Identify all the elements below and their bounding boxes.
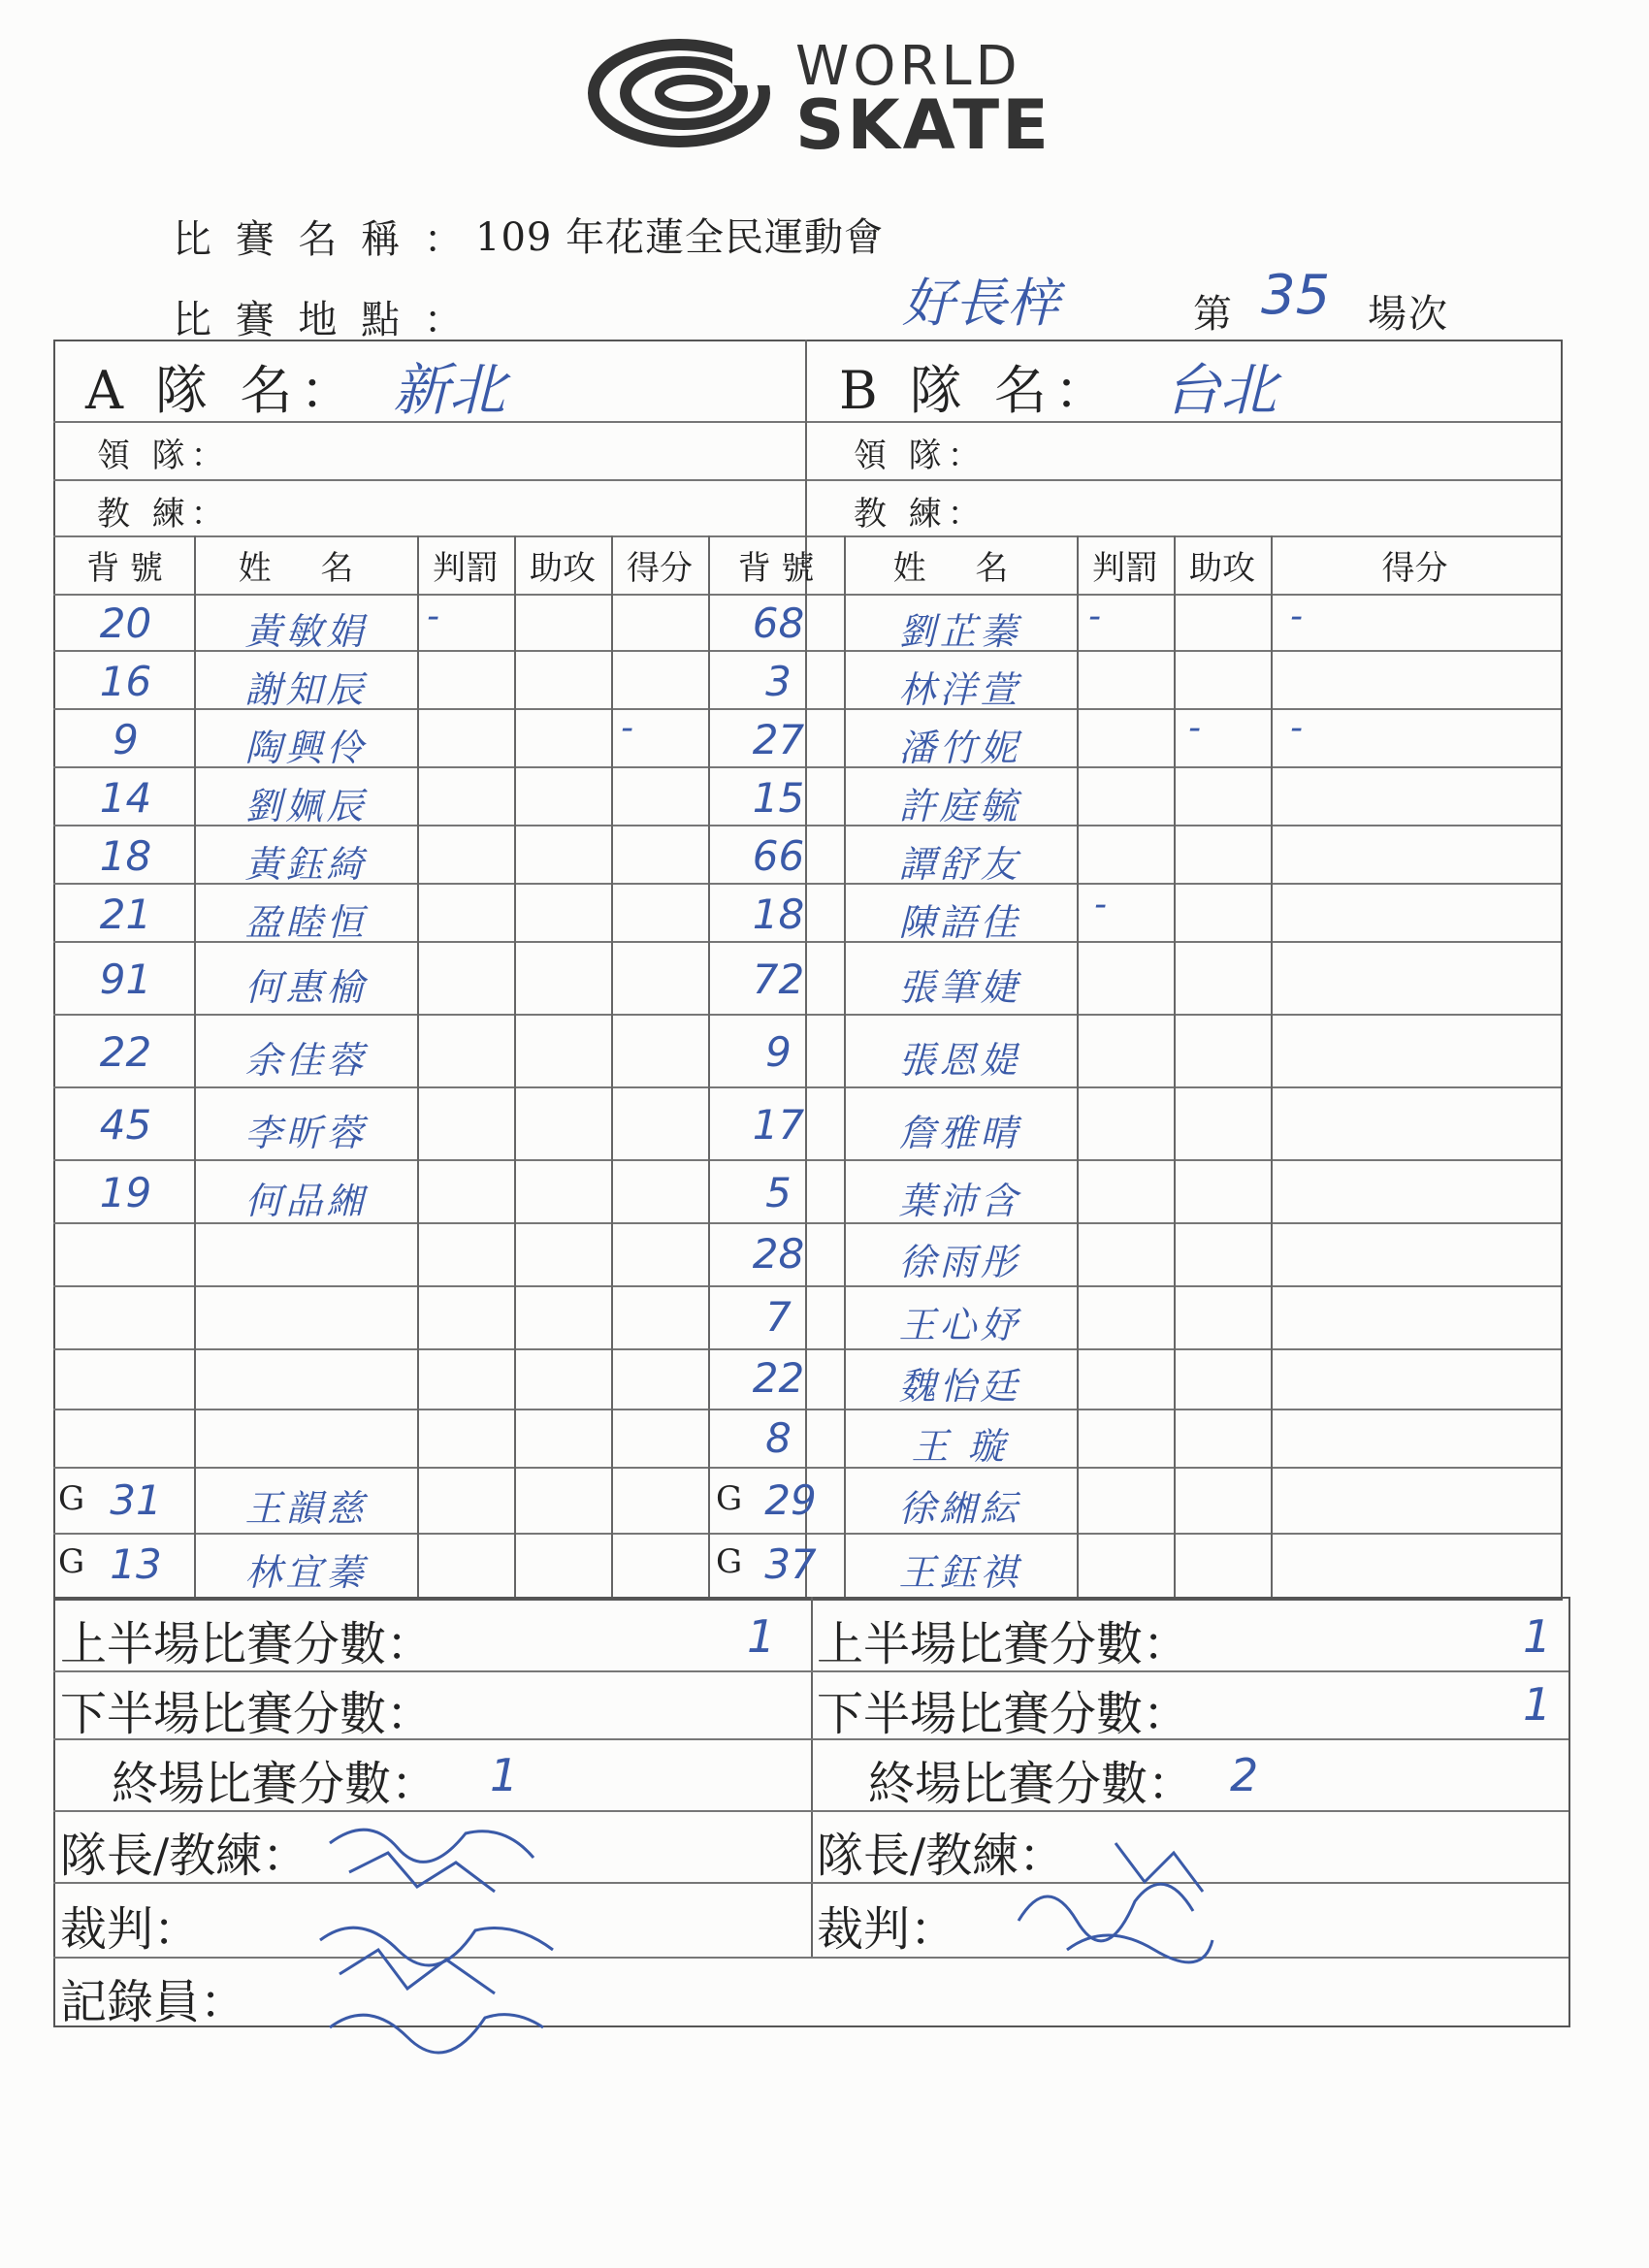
team-b-player-no: 8 [765,1414,792,1462]
team-b-player-name: 詹雅晴 [898,1112,1021,1154]
team-a-player-name: 余佳蓉 [244,1039,368,1082]
team-a-goalie-name: 林宜蓁 [244,1551,368,1594]
team-a-goalie-no: 13 [110,1540,162,1588]
col-a-name: 姓 名 [238,549,373,588]
team-b-goalie-name: 王鈺祺 [898,1551,1021,1594]
team-a-player-no: 45 [99,1101,152,1149]
team-b-goalie-name: 徐緗紜 [898,1487,1021,1530]
recorder-label: 記錄員： [60,1975,247,2029]
venue-label: 比 賽 地 點 ： [173,298,469,342]
team-b-goalie-no: 37 [764,1540,817,1588]
team-a-goalie-name: 王韻慈 [244,1487,368,1530]
team-b-referee-label: 裁判： [817,1902,957,1957]
team-b-second-half-score: 1 [1523,1678,1552,1731]
team-b-player-no: 3 [765,658,792,705]
game-suffix: 場次 [1368,292,1449,337]
team-b-player-name: 魏怡廷 [898,1365,1021,1408]
team-b-player-ast: - [1188,708,1201,748]
team-b-goalie-tag: G [716,1479,743,1518]
team-a-referee-label: 裁判： [60,1902,201,1957]
team-b-player-no: 28 [752,1230,805,1278]
team-a-leader-label: 領 隊： [97,437,230,475]
team-b-player-name: 譚舒友 [898,843,1021,886]
team-a-first-half-label: 上半場比賽分數： [60,1617,434,1671]
team-b-player-pen: - [1088,597,1101,636]
team-b-player-no: 22 [752,1354,805,1402]
team-b-goalie-no: 29 [764,1476,817,1524]
team-b-first-half-label: 上半場比賽分數： [817,1617,1190,1671]
team-b-player-name: 陳語佳 [898,901,1021,944]
team-a-player-no: 18 [99,832,152,880]
col-a-ast: 助攻 [530,549,596,588]
team-b-player-no: 68 [752,599,805,647]
col-b-goal: 得分 [1381,549,1448,588]
team-b-first-half-score: 1 [1523,1610,1552,1663]
team-b-player-goal: - [1290,708,1303,748]
team-a-player-no: 22 [99,1028,152,1076]
team-a-player-name: 何品緗 [244,1180,368,1222]
team-a-player-no: 16 [99,658,152,705]
team-b-name: 台北 [1164,357,1277,423]
team-a-final-score: 1 [490,1749,519,1801]
world-skate-logo [587,27,1091,165]
logo-word-skate: SKATE [795,85,1051,165]
team-a-player-name: 陶興伶 [244,727,368,769]
world-skate-swirl-icon [587,27,781,153]
col-a-no: 背 號 [86,549,163,588]
team-b-player-name: 徐雨彤 [898,1241,1021,1283]
team-b-final-score: 2 [1230,1749,1259,1801]
team-b-player-name: 王 璇 [911,1425,1009,1468]
col-b-pen: 判罰 [1092,549,1158,588]
team-b-final-label: 終場比賽分數： [868,1757,1195,1811]
team-b-player-pen: - [1094,885,1107,924]
team-a-player-no: 19 [99,1169,152,1216]
team-b-player-name: 張筆婕 [898,966,1021,1009]
team-b-player-no: 18 [752,891,805,938]
team-b-player-no: 72 [752,956,805,1003]
team-b-player-no: 5 [765,1169,792,1216]
team-a-player-name: 何惠榆 [244,966,368,1009]
team-a-player-name: 盈睦恒 [244,901,368,944]
team-a-name: 新北 [393,357,506,423]
team-b-coach-label: 教 練： [854,495,986,534]
team-b-player-name: 劉芷蓁 [898,610,1021,653]
team-b-player-name: 王心妤 [898,1304,1021,1346]
team-b-player-goal: - [1290,597,1303,636]
team-a-player-no: 14 [99,774,152,822]
team-a-final-label: 終場比賽分數： [112,1757,438,1811]
game-number: 35 [1261,264,1331,327]
team-a-player-no: 9 [113,716,139,763]
team-b-player-no: 15 [752,774,805,822]
team-a-player-no: 20 [99,599,152,647]
team-a-player-name: 黃鈺綺 [244,843,368,886]
team-b-player-no: 17 [752,1101,805,1149]
team-b-player-no: 66 [752,832,805,880]
team-a-player-name: 謝知辰 [244,668,368,711]
team-a-first-half-score: 1 [747,1610,776,1663]
team-a-captain-label: 隊長/教練： [60,1829,309,1883]
team-b-player-name: 張恩媞 [898,1039,1021,1082]
team-b-goalie-tag: G [716,1542,743,1581]
team-a-player-no: 21 [99,891,152,938]
team-a-player-name: 李昕蓉 [244,1112,368,1154]
match-name: 109 年花蓮全民運動會 [475,215,885,260]
team-b-leader-label: 領 隊： [854,437,986,475]
captain-a-signature [310,1804,563,2057]
team-a-player-name: 黃敏娟 [244,610,368,653]
team-a-player-ast: - [621,708,633,748]
team-b-player-name: 葉沛含 [898,1180,1021,1222]
col-b-name: 姓 名 [892,549,1028,588]
team-b-player-no: 9 [765,1028,792,1076]
team-a-goalie-tag: G [58,1479,85,1518]
team-a-goalie-tag: G [58,1542,85,1581]
team-a-player-no: 91 [99,956,152,1003]
team-a-goalie-no: 31 [110,1476,162,1524]
team-b-player-name: 林洋萱 [898,668,1021,711]
venue-value: 好長梓 [902,273,1059,334]
team-b-player-name: 潘竹妮 [898,727,1021,769]
team-b-player-no: 7 [765,1293,792,1341]
team-a-second-half-label: 下半場比賽分數： [60,1687,434,1741]
team-b-player-name: 許庭毓 [898,785,1021,827]
team-b-label: B 隊 名： [839,360,1116,421]
team-b-captain-label: 隊長/教練： [817,1829,1066,1883]
team-a-player-name: 劉姵辰 [244,785,368,827]
referee-b-signature [1009,1824,1222,1969]
game-prefix: 第 [1193,292,1238,337]
col-b-no: 背 號 [737,549,815,588]
logo-word-world: WORLD [795,35,1021,98]
team-b-player-no: 27 [752,716,805,763]
col-b-ast: 助攻 [1189,549,1255,588]
col-a-pen: 判罰 [433,549,499,588]
match-name-label: 比 賽 名 稱 ： [173,217,469,262]
team-a-label: A 隊 名： [85,360,361,421]
team-b-second-half-label: 下半場比賽分數： [817,1687,1190,1741]
col-a-goal: 得分 [627,549,693,588]
team-a-coach-label: 教 練： [97,495,230,534]
team-a-player-pen: - [427,597,439,636]
